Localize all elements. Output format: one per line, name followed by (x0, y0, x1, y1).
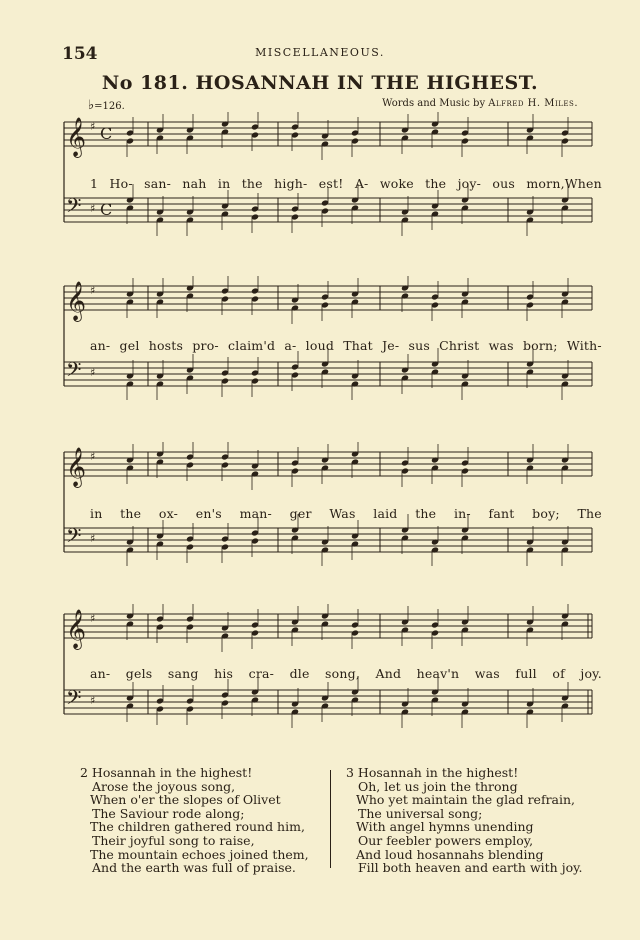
treble-clef-icon: 𝄞 (66, 447, 87, 487)
lyric-syllable: Ho- (109, 176, 133, 191)
verse-line: 2 Hosannah in the highest! (80, 765, 253, 780)
bass-clef-icon: 𝄢 (66, 524, 82, 552)
treble-clef-icon: 𝄞 (66, 281, 87, 321)
lyric-syllable: Was (329, 506, 356, 521)
lyric-syllable: 1 (90, 176, 99, 191)
lyric-syllable: The (577, 506, 602, 521)
verse-line: And loud hosannahs blending (356, 846, 544, 862)
verse-line: Who yet maintain the glad refrain, (356, 792, 576, 808)
key-signature-sharp-icon: ♯ (90, 120, 96, 133)
lyric-syllable: in (217, 176, 231, 191)
lyric-syllable: the (120, 506, 142, 521)
verse-3 (346, 766, 582, 875)
lyric-line-2 (90, 338, 602, 353)
key-signature-sharp-icon: ♯ (90, 284, 96, 297)
bass-clef-icon: 𝄢 (66, 686, 82, 714)
key-signature-sharp-icon: ♯ (90, 532, 96, 545)
lyric-syllable: laid (373, 506, 398, 521)
lyric-syllable: high- (274, 176, 308, 191)
verse-line: 3 Hosannah in the highest! (346, 765, 519, 780)
key-signature-sharp-icon: ♯ (90, 366, 96, 379)
lyric-syllable: an- (90, 338, 111, 353)
half-note-icon: ♭ (88, 98, 95, 113)
verse-line: Fill both heaven and earth with joy. (358, 860, 583, 876)
lyric-syllable: the (241, 176, 263, 191)
author-credit (382, 98, 578, 109)
lyric-syllable: dle (289, 666, 310, 681)
running-head: MISCELLANEOUS. (255, 46, 385, 59)
lyric-syllable: ous (492, 176, 516, 191)
lyric-line-4 (90, 666, 602, 681)
lyric-syllable: ox- (158, 506, 179, 521)
lyric-syllable: in (90, 506, 103, 521)
lyric-syllable: morn,When (526, 176, 602, 191)
lyric-syllable: song, (325, 666, 360, 681)
page-number: 154 (62, 44, 98, 64)
tempo-marking (88, 98, 125, 113)
lyric-syllable: boy; (532, 506, 560, 521)
lyric-line-1 (90, 176, 602, 191)
verse-line: The Saviour rode along; (92, 805, 245, 821)
lyric-syllable: claim'd (228, 338, 276, 353)
lyric-syllable: With- (566, 338, 602, 353)
lyric-syllable: That (343, 338, 373, 353)
verse-line: Our feebler powers employ, (358, 832, 534, 848)
lyric-syllable: pro- (192, 338, 219, 353)
verse-divider (330, 770, 331, 868)
lyric-syllable: the (415, 506, 437, 521)
lyric-line-3 (90, 506, 602, 521)
lyric-syllable: Je- (382, 338, 400, 353)
credit-prefix: Words and Music by (382, 98, 486, 109)
lyric-syllable: his (214, 666, 234, 681)
lyric-syllable: fant (488, 506, 515, 521)
verse-line: And the earth was full of praise. (92, 860, 296, 876)
verse-line: Oh, let us join the throng (358, 778, 518, 794)
lyric-syllable: A- (354, 176, 369, 191)
lyric-syllable: ger (289, 506, 312, 521)
lyric-syllable: est! (318, 176, 344, 191)
lyric-syllable: cra- (248, 666, 275, 681)
credit-author: Alfred H. Miles. (488, 98, 578, 109)
verse-line: Their joyful song to raise, (92, 832, 255, 848)
lyric-syllable: a- (284, 338, 297, 353)
lyric-syllable: heav'n (416, 666, 460, 681)
bass-clef-icon: 𝄢 (66, 194, 82, 222)
lyric-syllable: sus (408, 338, 430, 353)
lyric-syllable: born; (522, 338, 558, 353)
verse-line: The children gathered round him, (90, 819, 305, 835)
lyric-syllable: hosts (148, 338, 184, 353)
common-time-icon: C (100, 124, 113, 143)
lyric-syllable: full (515, 666, 537, 681)
key-signature-sharp-icon: ♯ (90, 202, 96, 215)
lyric-syllable: the (425, 176, 447, 191)
lyric-syllable: woke (379, 176, 414, 191)
key-signature-sharp-icon: ♯ (90, 612, 96, 625)
lyric-syllable: in- (453, 506, 471, 521)
verse-line: With angel hymns unending (356, 819, 534, 835)
lyric-syllable: en's (195, 506, 222, 521)
lyric-syllable: was (488, 338, 514, 353)
verse-line: The universal song; (358, 805, 483, 821)
lyric-syllable: gel (119, 338, 140, 353)
lyric-syllable: loud (305, 338, 335, 353)
lyric-syllable: man- (239, 506, 272, 521)
key-signature-sharp-icon: ♯ (90, 450, 96, 463)
verse-2 (80, 766, 309, 875)
verse-line: The mountain echoes joined them, (90, 846, 309, 862)
lyric-syllable: an- (90, 666, 111, 681)
key-signature-sharp-icon: ♯ (90, 694, 96, 707)
lyric-syllable: Christ (439, 338, 480, 353)
tempo-value: =126. (94, 101, 125, 112)
bass-clef-icon: 𝄢 (66, 358, 82, 386)
lyric-syllable: was (474, 666, 500, 681)
lyric-syllable: gels (125, 666, 153, 681)
common-time-icon: C (100, 200, 113, 219)
lyric-syllable: san- (144, 176, 172, 191)
lyric-syllable: sang (167, 666, 199, 681)
verse-line: When o'er the slopes of Olivet (90, 792, 281, 808)
lyric-syllable: nah (182, 176, 207, 191)
verse-line: Arose the joyous song, (92, 778, 236, 794)
hymn-title: No 181. HOSANNAH IN THE HIGHEST. (101, 72, 539, 94)
lyric-syllable: joy- (457, 176, 482, 191)
lyric-syllable: joy. (580, 666, 602, 681)
lyric-syllable: And (375, 666, 402, 681)
lyric-syllable: of (552, 666, 565, 681)
treble-clef-icon: 𝄞 (66, 609, 87, 649)
treble-clef-icon: 𝄞 (66, 117, 87, 157)
